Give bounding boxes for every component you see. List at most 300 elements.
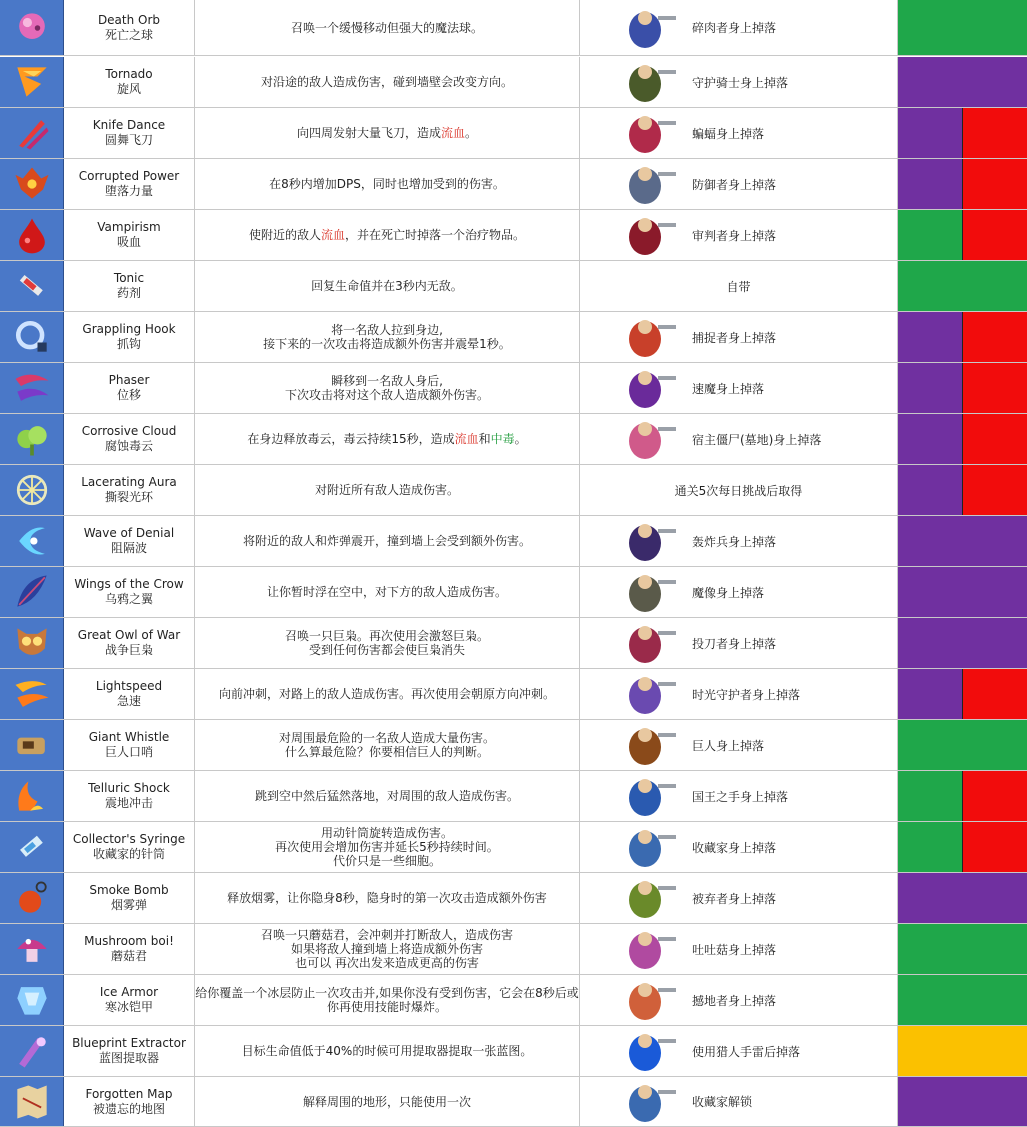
tier-color-cell: [898, 516, 1027, 566]
description-line: 也可以 再次出发来造成更高的伤害: [295, 956, 479, 970]
drop-source-text: 国王之手身上掉落: [692, 789, 789, 804]
skill-name-cell: [64, 669, 195, 719]
drop-source-text: 审判者身上掉落: [692, 228, 777, 243]
tier-red-block: [963, 363, 1027, 413]
skill-name-en: Smoke Bomb: [89, 883, 169, 897]
tier-color-cell: [898, 312, 1027, 362]
skill-name-cell: [64, 312, 195, 362]
skill-name-cell: [64, 822, 195, 872]
tier-green-block: [898, 975, 1027, 1025]
table-row: [0, 669, 1027, 720]
skill-name-en: Vampirism: [97, 220, 161, 234]
description-line: 受到任何伤害都会使巨枭消失: [308, 643, 465, 657]
skill-name-en: Giant Whistle: [88, 730, 170, 744]
skill-name-cell: [64, 720, 195, 770]
skill-name-en: Collector's Syringe: [72, 832, 186, 846]
table-row: [0, 312, 1027, 363]
drop-source-cell: [580, 924, 898, 974]
tier-purple-block: [898, 669, 962, 719]
drop-source-cell: [580, 210, 898, 260]
bomber-art: [600, 518, 690, 564]
tier-color-cell: [898, 924, 1027, 974]
tier-color-cell: [898, 414, 1027, 464]
drop-source-text: 巨人身上掉落: [692, 738, 765, 753]
bomb-icon: [8, 876, 56, 920]
skill-name-cell: [64, 57, 195, 107]
drop-source-cell: [580, 771, 898, 821]
description-line: 再次使用会增加伤害并延长5秒持续时间。: [275, 840, 499, 854]
tier-color-cell: [898, 261, 1027, 311]
knife-thrower-art: [600, 620, 690, 666]
description-line: 下次攻击将对这个敌人造成额外伤害。: [284, 388, 489, 402]
skill-name-en: Death Orb: [97, 12, 161, 27]
guardian-knight-art: [600, 59, 690, 105]
skill-icon-cell: [0, 210, 64, 260]
skill-name-cn: 腐蚀毒云: [104, 439, 153, 453]
table-row: [0, 57, 1027, 108]
drop-source-cell: [580, 516, 898, 566]
tier-purple-block: [898, 1077, 1027, 1126]
map-icon: [8, 1080, 56, 1124]
aura-icon: [8, 468, 56, 512]
skill-description: [195, 261, 580, 311]
whistle-icon: [8, 723, 56, 767]
drop-source-cell: [580, 0, 898, 55]
bat-art: [600, 110, 690, 156]
hook-icon: [8, 315, 56, 359]
skill-name-cn: 旋风: [116, 82, 141, 96]
tier-purple-block: [898, 414, 962, 464]
skill-description: [195, 210, 580, 260]
description-line: [195, 986, 579, 1014]
table-row: [0, 1077, 1027, 1127]
table-row: [0, 108, 1027, 159]
skill-icon-cell: [0, 873, 64, 923]
skill-name-cn: 堕落力量: [104, 184, 153, 198]
description-line: 代价只是一些细胞。: [332, 854, 441, 868]
lightspeed-icon: [8, 672, 56, 716]
giant-art: [600, 722, 690, 768]
skill-name-cn: 蓝图提取器: [98, 1051, 159, 1065]
skill-icon-cell: [0, 924, 64, 974]
skill-name-en: Grappling Hook: [82, 322, 176, 336]
host-zombie-art: [600, 416, 690, 462]
description-line: 接下来的一次攻击将造成额外伤害并震晕1秒。: [263, 337, 511, 351]
defender-art: [600, 161, 690, 207]
phaser-icon: [8, 366, 56, 410]
shaker-art: [600, 977, 690, 1023]
table-row: [0, 159, 1027, 210]
drop-source-text: 碎肉者身上掉落: [692, 21, 777, 35]
tier-purple-block: [898, 618, 1027, 668]
skill-description: [195, 822, 580, 872]
description-text: 如果你没有受到伤害，它会在8秒后或你再使用技能时爆炸。: [326, 986, 579, 1014]
description-line: 对附近所有敌人造成伤害。: [314, 483, 459, 497]
description-line: 将一名敌人拉到身边,: [331, 323, 443, 337]
description-line: 释放烟雾，让你隐身8秒，隐身时的第一次攻击造成额外伤害: [227, 891, 547, 905]
skill-name-cell: [64, 1026, 195, 1076]
skill-icon-cell: [0, 1077, 64, 1126]
drop-source-cell: [580, 312, 898, 362]
drop-source-text: 速魔身上掉落: [692, 381, 765, 396]
tier-purple-block: [898, 363, 962, 413]
drop-source-text: 收藏家身上掉落: [692, 840, 777, 855]
skill-description: [195, 108, 580, 158]
table-row: [0, 414, 1027, 465]
tier-green-block: [898, 210, 962, 260]
description-line: 在8秒内增加DPS，同时也增加受到的伤害。: [269, 177, 505, 191]
tier-color-cell: [898, 873, 1027, 923]
skill-description: [195, 1077, 580, 1126]
tier-color-cell: [898, 465, 1027, 515]
skill-name-cell: [64, 975, 195, 1025]
drop-source-text: 吐吐菇身上掉落: [692, 942, 777, 957]
description-line: 对周围最危险的一名敌人造成大量伤害。: [278, 731, 495, 745]
skill-name-en: Tornado: [105, 67, 153, 81]
tier-yellow-block: [898, 1026, 1027, 1076]
drop-source-text: 被弃者身上掉落: [692, 891, 777, 906]
skill-name-cn: 撕裂光环: [104, 490, 153, 504]
tier-color-cell: [898, 57, 1027, 107]
skill-description: [195, 159, 580, 209]
drop-source-cell: [580, 159, 898, 209]
table-row: [0, 924, 1027, 975]
tier-color-cell: [898, 210, 1027, 260]
drop-source-cell: [580, 873, 898, 923]
skill-name-cell: [64, 414, 195, 464]
skill-icon-cell: [0, 567, 64, 617]
tier-color-cell: [898, 567, 1027, 617]
tier-red-block: [963, 312, 1027, 362]
skill-icon-cell: [0, 465, 64, 515]
tornado-icon: [8, 60, 56, 104]
tier-color-cell: [898, 363, 1027, 413]
skill-name-cell: [64, 516, 195, 566]
highlight-keyword: 流血: [440, 126, 465, 140]
drop-source-text: 使用猎人手雷后掉落: [692, 1044, 801, 1059]
drop-source-cell: [580, 822, 898, 872]
drop-source-text: 撼地者身上掉落: [692, 993, 777, 1008]
skill-description: [195, 567, 580, 617]
table-row: [0, 1026, 1027, 1077]
skill-icon-cell: [0, 159, 64, 209]
skill-name-en: Great Owl of War: [77, 628, 181, 642]
skill-description: [195, 618, 580, 668]
skill-name-cn: 阻隔波: [110, 541, 147, 555]
skill-name-cell: [64, 0, 195, 55]
table-row: [0, 0, 1027, 56]
skill-icon-cell: [0, 720, 64, 770]
table-row: [0, 720, 1027, 771]
golem-art: [600, 569, 690, 615]
table-row: [0, 261, 1027, 312]
tier-green-block: [898, 261, 1027, 311]
skill-name-cell: [64, 771, 195, 821]
skill-name-cn: 蘑菇君: [110, 949, 147, 963]
drop-source-cell: [580, 261, 898, 311]
skill-icon-cell: [0, 57, 64, 107]
drop-source-text: 通关5次每日挑战后取得: [674, 483, 803, 498]
tier-purple-block: [898, 108, 962, 158]
table-row: [0, 363, 1027, 414]
tier-purple-block: [898, 57, 1027, 107]
skill-name-cell: [64, 159, 195, 209]
tier-red-block: [963, 210, 1027, 260]
drop-source-text: 守护骑士身上掉落: [692, 75, 789, 90]
shock-icon: [8, 774, 56, 818]
spitter-mushroom-art: [600, 926, 690, 972]
skill-description: [195, 465, 580, 515]
tier-color-cell: [898, 618, 1027, 668]
skill-icon-cell: [0, 516, 64, 566]
description-text: 在身边释放毒云，毒云持续15秒，造成: [247, 432, 455, 446]
description-line: [297, 126, 477, 140]
description-line: 回复生命值并在3秒内无敌。: [311, 279, 463, 293]
tier-green-block: [898, 771, 962, 821]
description-text: 。: [465, 126, 478, 140]
extractor-icon: [8, 1029, 56, 1073]
skill-description: [195, 873, 580, 923]
description-line: [247, 432, 526, 446]
skill-name-cell: [64, 261, 195, 311]
description-text: 和: [478, 432, 491, 446]
owl-icon: [8, 621, 56, 665]
tier-green-block: [898, 822, 962, 872]
description-text: 使附近的敌人: [248, 228, 321, 242]
skill-name-en: Blueprint Extractor: [72, 1036, 186, 1050]
skill-name-cell: [64, 1077, 195, 1126]
drop-source-cell: [580, 57, 898, 107]
skill-name-cn: 位移: [116, 388, 141, 402]
skill-name-cn: 乌鸦之翼: [104, 592, 153, 606]
skill-icon-cell: [0, 108, 64, 158]
skill-description: [195, 1026, 580, 1076]
table-row: [0, 465, 1027, 516]
tier-purple-block: [898, 516, 1027, 566]
drop-source-cell: [580, 720, 898, 770]
skill-name-cn: 死亡之球: [104, 27, 153, 42]
inquisitor-art: [600, 212, 690, 258]
skill-description: [195, 363, 580, 413]
tier-purple-block: [898, 465, 962, 515]
knives-icon: [8, 111, 56, 155]
skill-icon-cell: [0, 312, 64, 362]
skill-icon-cell: [0, 363, 64, 413]
skill-name-cn: 抓钩: [116, 337, 141, 351]
skill-name-cell: [64, 465, 195, 515]
highlight-keyword: 中毒: [490, 432, 515, 446]
skill-name-cell: [64, 108, 195, 158]
tier-color-cell: [898, 771, 1027, 821]
skill-name-en: Corrupted Power: [78, 169, 180, 183]
tier-red-block: [963, 669, 1027, 719]
skill-icon-cell: [0, 1026, 64, 1076]
description-line: 瞬移到一名敌人身后,: [331, 374, 443, 388]
skill-name-en: Wings of the Crow: [74, 577, 184, 591]
skill-icon-cell: [0, 261, 64, 311]
skill-name-en: Lightspeed: [95, 679, 163, 693]
skill-name-cell: [64, 567, 195, 617]
drop-source-text: 蝙蝠身上掉落: [692, 126, 765, 141]
blood-drop-icon: [8, 213, 56, 257]
skill-icon-cell: [0, 618, 64, 668]
skill-name-en: Corrosive Cloud: [81, 424, 177, 438]
skill-name-cn: 战争巨枭: [104, 643, 153, 657]
pink-orb-icon: [8, 6, 56, 50]
tier-color-cell: [898, 108, 1027, 158]
skill-name-cell: [64, 363, 195, 413]
skill-description: [195, 771, 580, 821]
cloud-icon: [8, 417, 56, 461]
table-row: [0, 618, 1027, 669]
skill-name-cn: 烟雾弹: [110, 898, 147, 912]
drop-source-cell: [580, 669, 898, 719]
table-row: [0, 210, 1027, 261]
tier-color-cell: [898, 975, 1027, 1025]
corrupted-power-icon: [8, 162, 56, 206]
catcher-art: [600, 314, 690, 360]
dasher-art: [600, 365, 690, 411]
collector-small-art: [600, 1079, 690, 1125]
description-text: 给你覆盖一个冰层防止一次攻击: [195, 986, 364, 1000]
drop-source-text: 投刀者身上掉落: [692, 636, 777, 651]
skill-description: [195, 669, 580, 719]
skill-description: [195, 0, 580, 55]
description-line: 什么算最危险？你要相信巨人的判断。: [284, 745, 489, 759]
table-row: [0, 516, 1027, 567]
skill-description: [195, 924, 580, 974]
tier-color-cell: [898, 159, 1027, 209]
tier-red-block: [963, 108, 1027, 158]
tier-purple-block: [898, 873, 1027, 923]
skill-name-cn: 寒冰铠甲: [104, 1000, 153, 1014]
skill-name-en: Telluric Shock: [88, 781, 170, 795]
drop-source-text: 捕捉者身上掉落: [692, 330, 777, 345]
skill-icon-cell: [0, 975, 64, 1025]
description-line: 目标生命值低于40%的时候可用提取器提取一张蓝图。: [241, 1044, 533, 1058]
tier-red-block: [963, 465, 1027, 515]
skill-description: [195, 720, 580, 770]
drop-source-cell: [580, 1026, 898, 1076]
skill-icon-cell: [0, 669, 64, 719]
description-line: 解释周围的地形，只能使用一次: [302, 1094, 471, 1109]
hand-of-king-art: [600, 773, 690, 819]
drop-source-text: 时光守护者身上掉落: [692, 687, 801, 702]
tier-color-cell: [898, 1077, 1027, 1126]
description-line: 向前冲刺，对路上的敌人造成伤害。再次使用会朝原方向冲刺。: [218, 687, 555, 701]
table-row: [0, 975, 1027, 1026]
skill-name-cn: 吸血: [116, 235, 141, 249]
drop-source-text: 防御者身上掉落: [692, 177, 777, 192]
skill-name-cell: [64, 618, 195, 668]
skill-name-en: Lacerating Aura: [81, 475, 177, 489]
description-line: 跳到空中然后猛然落地，对周围的敌人造成伤害。: [254, 789, 519, 803]
tier-purple-block: [898, 567, 1027, 617]
drop-source-cell: [580, 465, 898, 515]
ice-armor-icon: [8, 978, 56, 1022]
blue-portal-art: [600, 1028, 690, 1074]
tier-purple-block: [898, 312, 962, 362]
skill-name-cell: [64, 924, 195, 974]
tier-green-block: [898, 0, 1027, 55]
skill-name-cn: 圆舞飞刀: [104, 133, 153, 147]
tier-green-block: [898, 720, 1027, 770]
skill-description: [195, 57, 580, 107]
drop-source-text: 魔像身上掉落: [692, 585, 765, 600]
skill-icon-cell: [0, 771, 64, 821]
description-line: 召唤一只巨枭。再次使用会激怒巨枭。: [284, 629, 489, 643]
skill-name-cn: 巨人口哨: [104, 745, 153, 759]
skill-name-en: Forgotten Map: [85, 1086, 173, 1101]
wave-icon: [8, 519, 56, 563]
description-line: 用动针筒旋转造成伤害。: [320, 826, 453, 840]
tier-purple-block: [898, 159, 962, 209]
highlight-keyword: 并,: [363, 986, 380, 1000]
skill-name-cell: [64, 873, 195, 923]
skill-name-en: Mushroom boi!: [84, 934, 174, 948]
skill-name-en: Ice Armor: [99, 985, 159, 999]
table-row: [0, 567, 1027, 618]
tier-color-cell: [898, 720, 1027, 770]
table-row: [0, 873, 1027, 924]
mushroom-icon: [8, 927, 56, 971]
drop-source-text: 宿主僵尸(墓地)身上掉落: [692, 432, 822, 447]
description-line: 对沿途的敌人造成伤害，碰到墙壁会改变方向。: [260, 75, 513, 89]
description-text: 。: [514, 432, 527, 446]
skill-name-en: Wave of Denial: [83, 526, 175, 540]
table-row: [0, 771, 1027, 822]
time-keeper-art: [600, 671, 690, 717]
feather-icon: [8, 570, 56, 614]
description-line: [249, 228, 525, 242]
tier-green-block: [898, 924, 1027, 974]
forsaken-art: [600, 875, 690, 921]
skill-icon-cell: [0, 0, 64, 55]
tier-color-cell: [898, 0, 1027, 55]
description-line: 召唤一个缓慢移动但强大的魔法球。: [290, 20, 483, 35]
description-line: 将附近的敌人和炸弹震开，撞到墙上会受到额外伤害。: [242, 534, 531, 548]
drop-source-cell: [580, 108, 898, 158]
tier-color-cell: [898, 822, 1027, 872]
skill-description: [195, 312, 580, 362]
skill-name-en: Knife Dance: [92, 118, 166, 132]
drop-source-cell: [580, 975, 898, 1025]
description-line: 召唤一只蘑菇君，会冲刺并打断敌人，造成伤害: [260, 928, 513, 942]
syringe-icon: [8, 264, 56, 308]
tier-color-cell: [898, 669, 1027, 719]
skill-name-cell: [64, 210, 195, 260]
skill-name-cn: 收藏家的针筒: [92, 847, 165, 861]
tier-red-block: [963, 414, 1027, 464]
skill-name-en: Tonic: [113, 271, 145, 285]
drop-source-text: 自带: [726, 279, 751, 294]
tier-color-cell: [898, 1026, 1027, 1076]
skill-description: [195, 516, 580, 566]
skill-description: [195, 414, 580, 464]
tier-red-block: [963, 771, 1027, 821]
skill-name-cn: 药剂: [116, 286, 141, 300]
skill-name-cn: 震地冲击: [104, 796, 153, 810]
tier-red-block: [963, 159, 1027, 209]
drop-source-cell: [580, 1077, 898, 1126]
highlight-keyword: 流血: [454, 432, 479, 446]
skill-name-cn: 急速: [116, 694, 141, 708]
skill-name-cn: 被遗忘的地图: [92, 1101, 165, 1116]
butcher-enemy-art: [600, 5, 690, 51]
drop-source-cell: [580, 567, 898, 617]
drop-source-text: 轰炸兵身上掉落: [692, 534, 777, 549]
skill-description: [195, 975, 580, 1025]
